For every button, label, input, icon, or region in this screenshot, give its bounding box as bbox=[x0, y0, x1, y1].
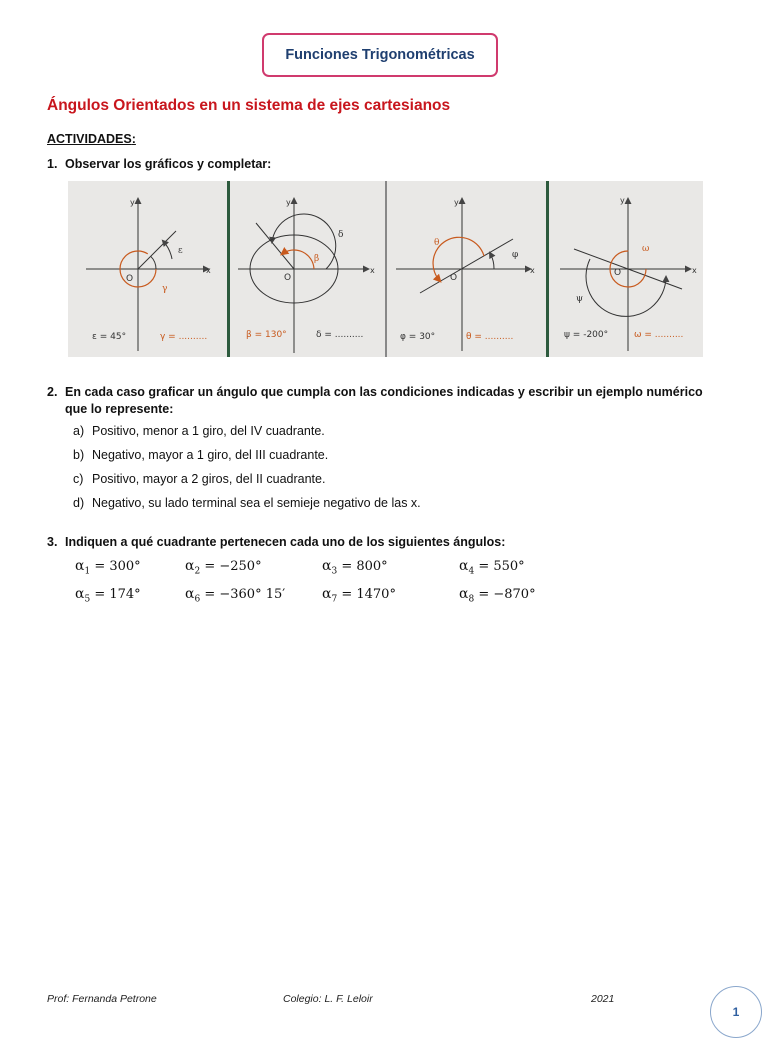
panel-separator bbox=[546, 181, 549, 357]
option-c bbox=[73, 472, 325, 486]
option-label: b) bbox=[73, 448, 85, 462]
activities-label: ACTIVIDADES bbox=[47, 132, 132, 146]
unknown-angle: δ = .......... bbox=[316, 330, 364, 340]
x-axis-label: x bbox=[692, 266, 697, 275]
question-1-text: Observar los gráficos y completar: bbox=[65, 157, 272, 171]
angle-arc bbox=[163, 241, 172, 259]
terminal-side bbox=[138, 231, 176, 269]
option-text: Positivo, menor a 1 giro, del IV cuadrante. bbox=[92, 424, 325, 438]
option-b bbox=[73, 448, 328, 462]
angle-arc bbox=[490, 253, 494, 269]
angle-symbol: γ bbox=[162, 284, 168, 294]
angle-symbol: φ bbox=[512, 250, 519, 260]
angle-arc bbox=[282, 250, 314, 269]
angle-item: $\alpha_1 = 300^\circ$ bbox=[75, 558, 141, 577]
origin-label: O bbox=[450, 273, 458, 283]
angle-arc bbox=[586, 259, 666, 316]
angle-symbol: θ bbox=[434, 238, 440, 248]
origin-label: O bbox=[284, 273, 292, 283]
angle-arc bbox=[433, 237, 484, 281]
activities-colon: : bbox=[131, 132, 136, 146]
question-2 bbox=[47, 384, 717, 418]
question-3-number: 3. bbox=[47, 535, 58, 549]
option-label: d) bbox=[73, 496, 85, 510]
angle-item: $\alpha_8 = -870^\circ$ bbox=[459, 586, 536, 605]
figure-3 bbox=[396, 198, 535, 351]
panel-separator bbox=[385, 181, 387, 357]
angle-figures-svg bbox=[68, 181, 703, 357]
footer-school: Colegio: L. F. Leloir bbox=[283, 993, 373, 1005]
angle-symbol: ψ bbox=[576, 294, 584, 304]
figure-4 bbox=[560, 196, 697, 351]
angle-arc bbox=[272, 214, 336, 269]
angle-symbol: δ bbox=[338, 230, 344, 240]
y-axis-label: y bbox=[130, 198, 135, 207]
footer-teacher: Prof: Fernanda Petrone bbox=[47, 993, 157, 1005]
y-axis-label: y bbox=[454, 198, 459, 207]
question-1-number: 1. bbox=[47, 157, 58, 171]
angle-item: $\alpha_2 = -250^\circ$ bbox=[185, 558, 262, 577]
section-subtitle: Ángulos Orientados en un sistema de ejes cartesianos bbox=[47, 97, 451, 114]
x-axis-label: x bbox=[370, 266, 375, 275]
unknown-angle: ω = .......... bbox=[634, 330, 684, 340]
x-axis-label: x bbox=[530, 266, 535, 275]
option-d bbox=[73, 496, 421, 510]
option-label: c) bbox=[73, 472, 84, 486]
y-axis-label: y bbox=[286, 198, 291, 207]
angle-item: $\alpha_5 = 174^\circ$ bbox=[75, 586, 141, 605]
option-label: a) bbox=[73, 424, 85, 438]
question-2-number: 2. bbox=[47, 385, 58, 399]
angle-symbol: ω bbox=[642, 244, 650, 254]
question-1 bbox=[47, 156, 271, 173]
given-angle: ψ = -200° bbox=[564, 330, 609, 340]
angle-symbol: ε bbox=[178, 246, 183, 256]
figure-1 bbox=[86, 198, 211, 351]
angle-item: $\alpha_6 = -360^\circ$ 15′ bbox=[185, 586, 286, 605]
angle-item: $\alpha_4 = 550^\circ$ bbox=[459, 558, 525, 577]
angle-item: $\alpha_3 = 800^\circ$ bbox=[322, 558, 388, 577]
angle-item: $\alpha_7 = 1470^\circ$ bbox=[322, 586, 396, 605]
unknown-angle: γ = .......... bbox=[160, 332, 208, 342]
question-2-text: En cada caso graficar un ángulo que cumpla con las condiciones indicadas y escribir un ejemplo numérico que lo represente: bbox=[65, 385, 703, 416]
y-axis-label: y bbox=[620, 196, 625, 205]
question-3 bbox=[47, 534, 505, 551]
activities-heading bbox=[47, 132, 136, 146]
given-angle: β = 130° bbox=[246, 330, 287, 340]
origin-label: O bbox=[614, 268, 622, 278]
x-axis-label: x bbox=[206, 266, 211, 275]
origin-label: O bbox=[126, 274, 134, 284]
unknown-angle: θ = .......... bbox=[466, 332, 514, 342]
option-text: Negativo, su lado terminal sea el semieje negativo de las x. bbox=[92, 496, 421, 510]
angle-figures-panel bbox=[68, 181, 703, 357]
page-number-badge bbox=[710, 986, 762, 1038]
panel-separator bbox=[227, 181, 230, 357]
page-number: 1 bbox=[732, 1005, 740, 1019]
document-title: Funciones Trigonométricas bbox=[285, 47, 475, 63]
angle-arc bbox=[151, 256, 156, 269]
option-text: Negativo, mayor a 1 giro, del III cuadrante. bbox=[92, 448, 329, 462]
document-title-box bbox=[262, 33, 498, 77]
option-text: Positivo, mayor a 2 giros, del II cuadrante. bbox=[92, 472, 326, 486]
angle-symbol: β bbox=[314, 254, 320, 264]
figure-2 bbox=[238, 198, 375, 353]
question-3-text: Indiquen a qué cuadrante pertenecen cada uno de los siguientes ángulos: bbox=[65, 535, 506, 549]
option-a bbox=[73, 424, 325, 438]
footer-year: 2021 bbox=[591, 993, 615, 1005]
given-angle: ε = 45° bbox=[92, 332, 127, 342]
given-angle: φ = 30° bbox=[400, 332, 436, 342]
